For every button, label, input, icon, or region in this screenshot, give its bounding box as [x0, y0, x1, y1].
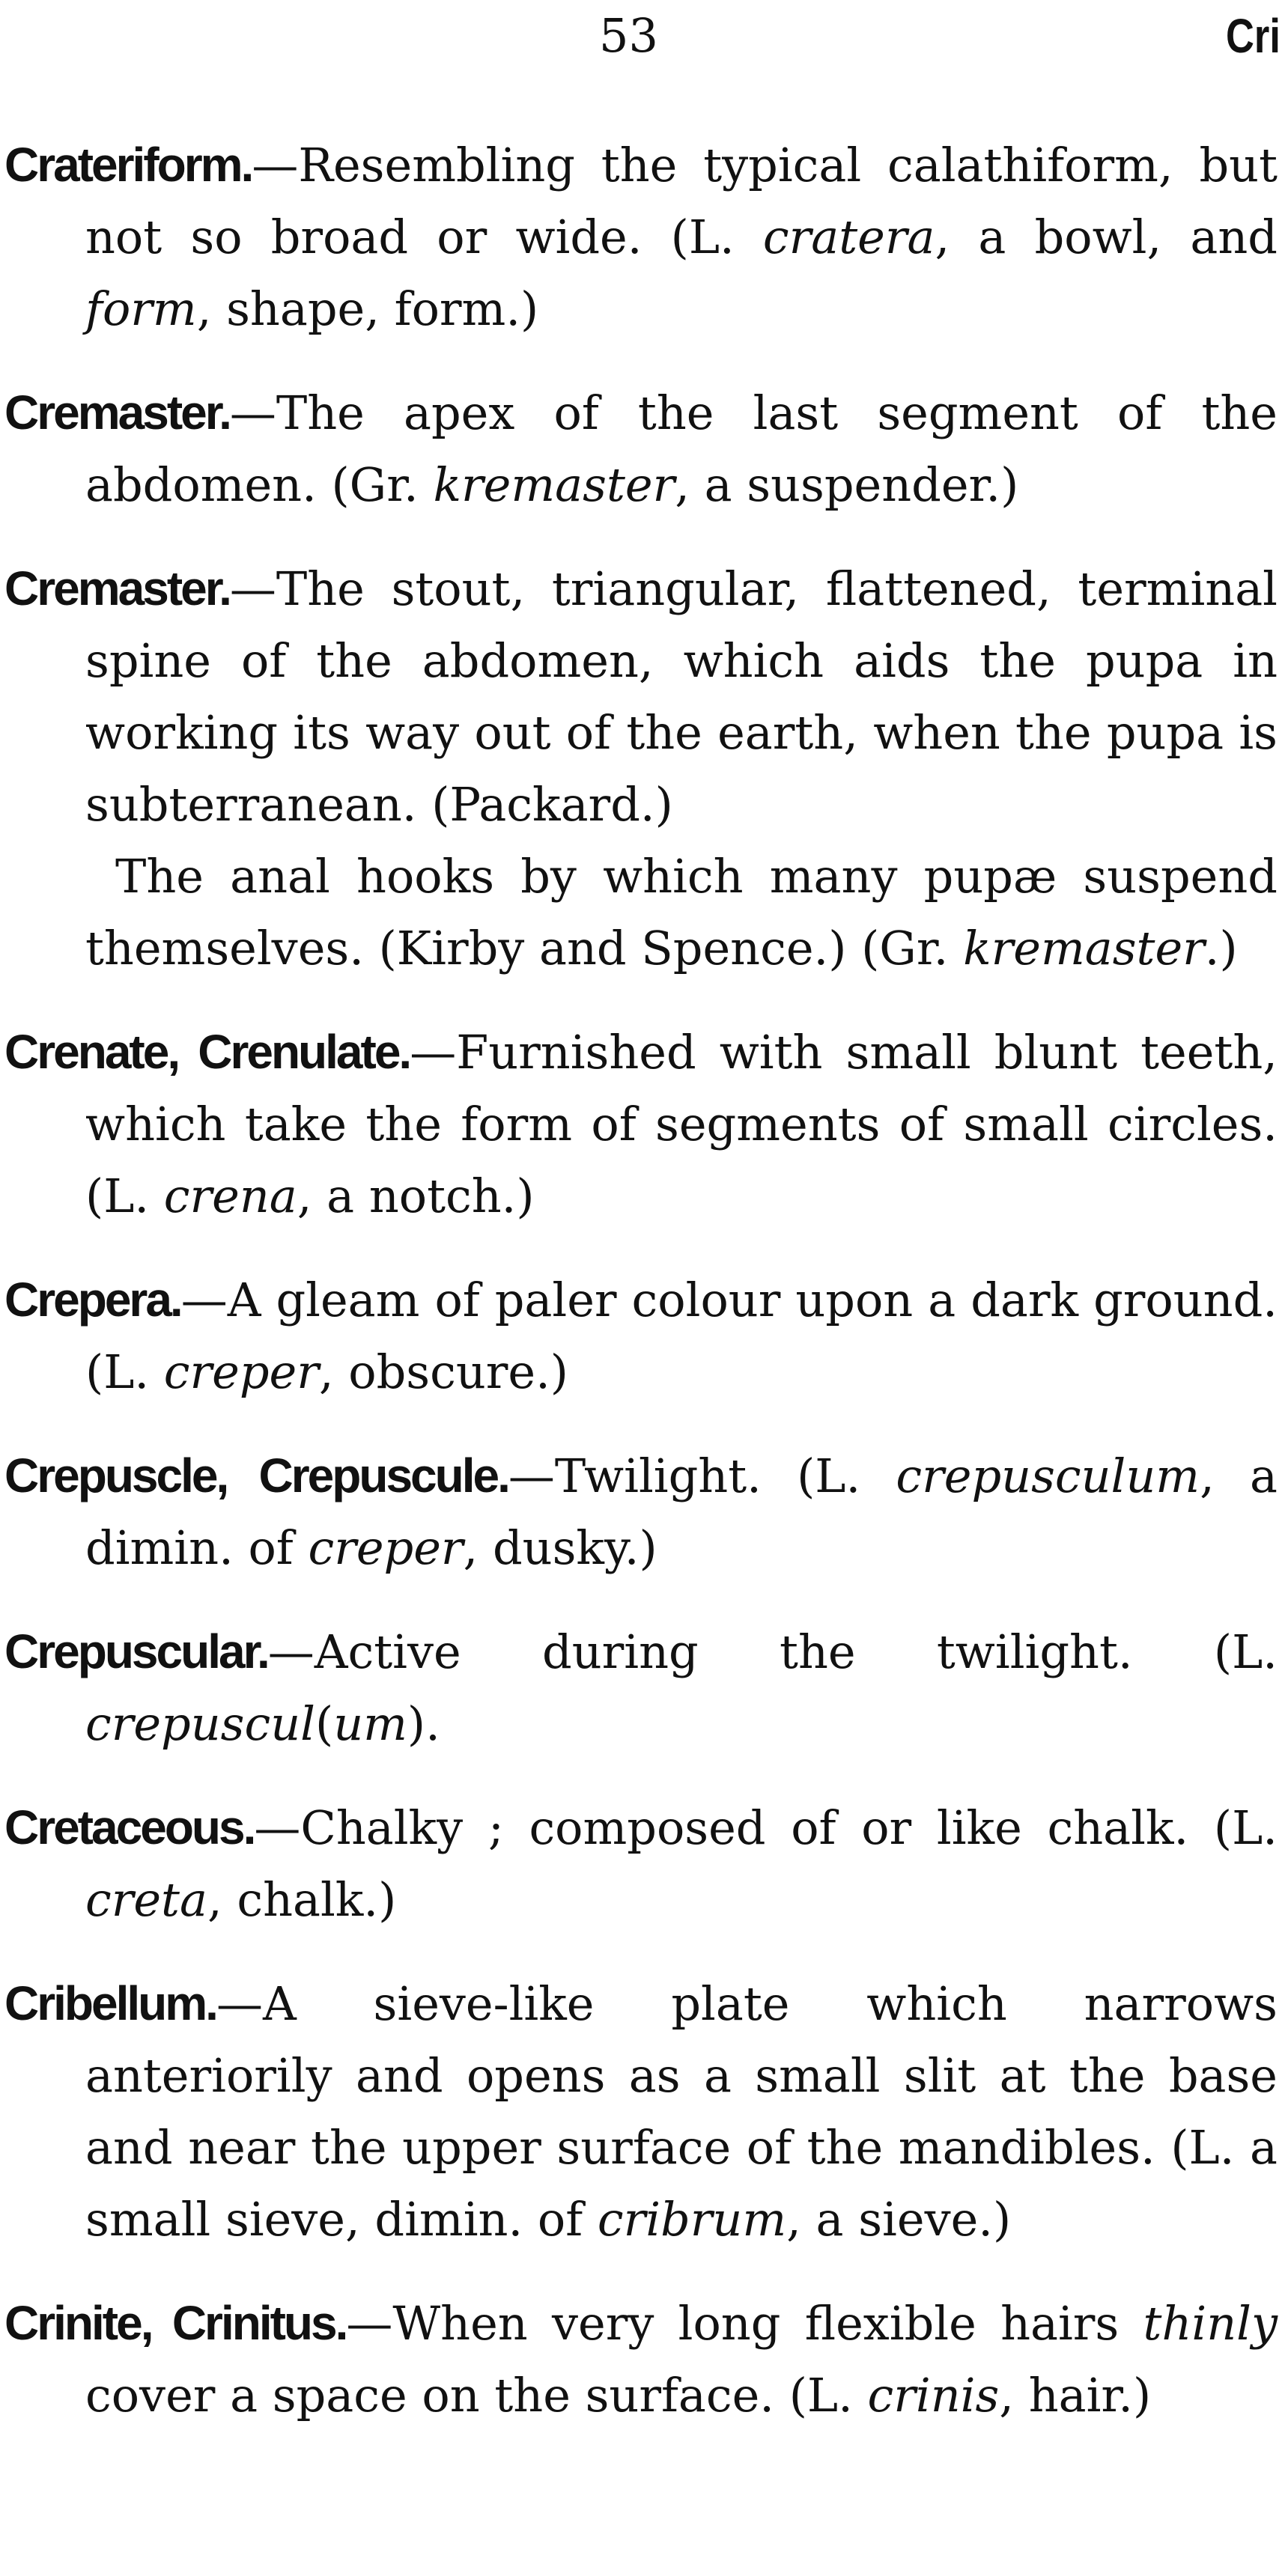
entry-headword: Crateriform.	[4, 138, 252, 192]
entry-definition: —Twilight. (L.	[508, 1449, 896, 1503]
entry-etymology-term: crepusculum	[896, 1449, 1200, 1503]
entry-definition: , chalk.)	[207, 1872, 397, 1927]
entry-etymology-term: kremaster	[963, 921, 1205, 975]
entry-definition: , a suspender.)	[675, 457, 1019, 512]
entry-definition: , shape, form.)	[196, 281, 539, 336]
entry-headword: Crenate, Crenulate.	[4, 1025, 410, 1079]
entry-definition: , a sieve.)	[786, 2192, 1012, 2247]
entry-etymology-term: creper	[163, 1345, 319, 1399]
entry-definition: cover a space on the surface. (L.	[85, 2368, 868, 2423]
entry-definition: —Resembling the typical calathiform, but not so broad or wide. (L.	[85, 138, 1278, 264]
entry-definition: —When very long flexible hairs	[346, 2296, 1143, 2351]
entry-cribellum	[4, 1967, 1278, 2256]
entry-second-paragraph	[85, 841, 1278, 984]
entry-etymology-term: form	[85, 281, 197, 336]
dictionary-entries	[4, 129, 1278, 2463]
entry-definition: , dusky.)	[463, 1520, 657, 1575]
entry-definition: , a dimin. of	[85, 1449, 1278, 1575]
entry-headword: Crepera.	[4, 1273, 181, 1327]
entry-crepera	[4, 1264, 1278, 1408]
entry-etymology-term: crena	[163, 1169, 297, 1223]
entry-emphasis: thinly	[1143, 2296, 1278, 2351]
entry-crenate	[4, 1016, 1278, 1232]
entry-definition: , hair.)	[999, 2368, 1152, 2423]
running-head: Cri	[1226, 9, 1281, 63]
entry-etymology-term: crinis	[867, 2368, 1000, 2423]
entry-cremaster	[4, 377, 1278, 521]
entry-etymology-term: cribrum	[597, 2192, 787, 2247]
entry-headword: Crepuscular.	[4, 1625, 268, 1678]
entry-headword: Cremaster.	[4, 386, 230, 439]
entry-etymology-term: cratera	[762, 210, 935, 264]
entry-definition: —Active during the twilight. (L.	[267, 1625, 1278, 1679]
entry-headword: Crepuscle, Crepuscule.	[4, 1449, 508, 1502]
entry-definition: .)	[1204, 921, 1238, 975]
entry-cretaceous	[4, 1791, 1278, 1936]
entry-definition: (	[315, 1696, 334, 1751]
entry-headword: Crinite, Crinitus.	[4, 2296, 347, 2350]
entry-crepuscle	[4, 1440, 1278, 1584]
entry-crateriform	[4, 129, 1278, 345]
entry-etymology-term: crepuscul	[85, 1696, 315, 1751]
page-number: 53	[599, 8, 658, 63]
entry-etymology-term: kremaster	[433, 457, 675, 512]
entry-definition: —A sieve-like plate which narrows anteriorily and opens as a small slit at the base and near the upper surface of the mandibles. (L. a small sieve, dimin. of	[85, 1976, 1278, 2247]
entry-definition: —The apex of the last segment of the abdomen. (Gr.	[85, 386, 1278, 512]
entry-definition: The anal hooks by which many pupæ suspend themselves. (Kirby and Spence.) (Gr.	[85, 849, 1278, 975]
entry-definition: , obscure.)	[318, 1345, 568, 1399]
entry-definition: ).	[407, 1696, 440, 1751]
entry-definition: —The stout, triangular, flattened, terminal spine of the abdomen, which aids the pupa in working its way out of the earth, when the pupa is subterranean. (Packard.)	[85, 561, 1278, 832]
entry-etymology-term: um	[333, 1696, 407, 1751]
entry-definition: —Furnished with small blunt teeth, which take the form of segments of small circles. (L.	[85, 1025, 1278, 1223]
entry-definition: —A gleam of paler colour upon a dark ground. (L.	[85, 1273, 1278, 1399]
entry-crinite	[4, 2287, 1278, 2432]
entry-definition: , a notch.)	[297, 1169, 535, 1223]
page-header	[0, 0, 1285, 75]
entry-cremaster-2	[4, 552, 1278, 984]
entry-etymology-term: creper	[308, 1520, 464, 1575]
entry-definition: —Chalky ; composed of or like chalk. (L.	[254, 1800, 1278, 1855]
entry-headword: Cretaceous.	[4, 1800, 255, 1854]
entry-headword: Cremaster.	[4, 561, 230, 615]
entry-crepuscular	[4, 1616, 1278, 1760]
entry-definition: , a bowl, and	[935, 210, 1278, 264]
entry-headword: Cribellum.	[4, 1976, 216, 2030]
entry-etymology-term: creta	[85, 1872, 207, 1927]
